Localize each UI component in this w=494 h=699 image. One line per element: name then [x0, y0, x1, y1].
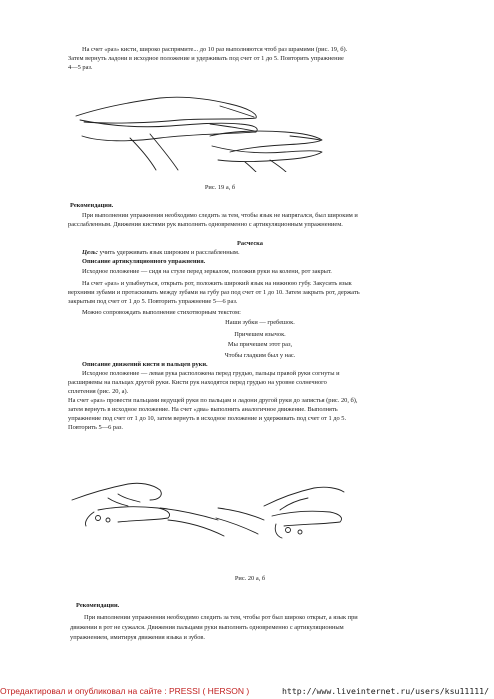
text-line: верхними зубами и протаскивать между зубами на губу раз под счет от 1 до 10. Затем закрыть рот, держать: [68, 289, 360, 296]
text-line: закрытым под счет от 1 до 5. Повторить упражнение 5—6 раз.: [68, 298, 238, 305]
poem-line: Мы причешем этот раз,: [227, 341, 293, 348]
text-line: упражнение под счет от 1 до 10, затем вернуть в исходное положение и удерживать под счет от 1 до 5.: [68, 415, 347, 422]
recommendations-heading: Рекомендации.: [70, 202, 114, 209]
text-line: При выполнении упражнения необходимо следить за тем, чтобы язык не напрягался, был широким и: [82, 212, 358, 219]
text-line: На счет «раз» кисти, широко распрямите... до 10 раз выполняются чтоб раз шрамими (рис. 19, б).: [82, 46, 348, 53]
text-line: 4—5 раз.: [68, 64, 93, 71]
text-line: Исходное положение — сидя на стуле перед зеркалом, положив руки на колени, рот закрыт.: [82, 268, 332, 275]
text-line: Исходное положение — левая рука расположена перед грудью, пальцы правой руки согнуты и: [82, 370, 340, 377]
text-line: движении в рот не сужался. Движения пальцами руки выполнять одновременно с артикуляционным: [70, 624, 344, 631]
goal-label: Цель:: [82, 249, 98, 256]
text-line: затем вернуть в исходное положение. На счет «два» выполнить аналогичное движение. Выполнять: [68, 406, 338, 413]
publisher-credit: Отредактировал и опубликовал на сайте : PRESSI ( HERSON ): [0, 686, 250, 696]
text-line: сплетения (рис. 20, а).: [68, 388, 129, 395]
figure-20-caption: Рис. 20 а, б: [234, 575, 266, 582]
text-line: Можно сопровождать выполнение стихотворным текстом:: [82, 309, 241, 316]
recommendations-heading: Рекомендации.: [76, 602, 120, 609]
poem-line: Наши зубки — гребешок.: [225, 319, 295, 326]
text-line: расширяемы на пальцах другой руки. Кисти рук находятся перед грудью на уровне солнечного: [68, 379, 327, 386]
poem-line: Чтобы гладким был у нас.: [224, 352, 296, 359]
text-line: На счет «раз» и улыбнуться, открыть рот, положить широкий язык на нижнюю губу. Закусить язык: [82, 280, 352, 287]
text-line: При выполнении упражнения необходимо следить за тем, чтобы рот был широко открыт, а язык при: [84, 614, 358, 621]
figure-20-hands-illustration: [68, 470, 348, 550]
exercise-title: Расческа: [237, 240, 263, 247]
poem-line: Причешем язычок.: [234, 331, 286, 338]
text-line: Затем вернуть ладони в исходное положение и удерживать под счет от 1 до 5. Повторить упражнение: [68, 55, 344, 62]
text-line: упражнением, имитируя движения языка и зубов.: [70, 634, 206, 641]
articulation-heading: Описание артикуляционного упражнения.: [82, 258, 206, 265]
figure-19-caption: Рис. 19 а, б: [204, 184, 236, 191]
text-line: расслабленным. Движения кистями рук выполнять одновременно с артикуляционным упражнением.: [68, 221, 343, 228]
source-url[interactable]: http://www.liveinternet.ru/users/ksu11111/: [282, 686, 490, 696]
figure-19-hands-illustration: [70, 76, 330, 172]
hand-movements-heading: Описание движений кисти и пальцев руки.: [82, 361, 208, 368]
text-line: На счет «раз» провести пальцами ведущей руки по пальцам и ладони другой руки до запястья (рис. 20, б),: [68, 397, 358, 404]
goal-text: учить удерживать язык широким и расслабленным.: [99, 249, 240, 256]
text-line: Повторить 5—6 раз.: [68, 424, 124, 431]
goal-line: [82, 249, 240, 258]
